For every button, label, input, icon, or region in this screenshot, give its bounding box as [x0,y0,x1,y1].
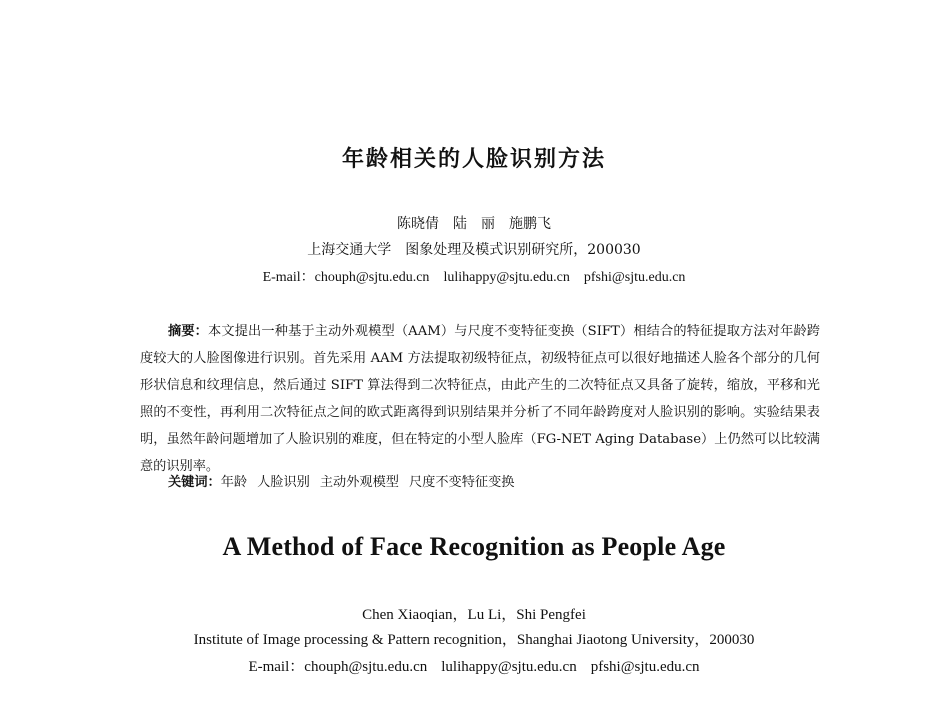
email-label: E-mail： [248,659,305,675]
english-title: A Method of Face Recognition as People Age [222,532,726,561]
keyword: 主动外观模型 [319,475,399,490]
keyword: 尺度不变特征变换 [409,475,515,490]
chinese-affiliation: 上海交通大学 图象处理及模式识别研究所，200030 [307,242,641,258]
email-address: lulihappy@sjtu.edu.cn [441,659,577,675]
keyword: 人脸识别 [257,475,310,490]
abstract-label: 摘要： [168,324,209,339]
keywords-label: 关键词： [168,475,221,490]
chinese-authors: 陈晓倩 陆 丽 施鹏飞 [397,216,551,232]
email-address: pfshi@sjtu.edu.cn [590,659,700,675]
keyword: 年龄 [220,475,248,490]
email-address: pfshi@sjtu.edu.cn [583,270,686,285]
abstract-text: 本文提出一种基于主动外观模型（AAM）与尺度不变特征变换（SIFT）相结合的特征提取方法对年龄跨度较大的人脸图像进行识别。首先采用 AAM 方法提取初级特征点，初级特征点可以很好地描述人脸各个部分的几何形状信息和纹理信息，然后通过 SIFT 算法得到二次特征点，由此产生的二次特征点又具备了旋转，缩放，平移和光照的不变性，再利用二次特征点之间的欧式距离得到识别结果并分析了不同年龄跨度对人脸识别的影响。实验结果表明，虽然年龄问题增加了人脸识别的难度，但在特定的小型人脸库（FG-NET Aging Database）上仍然可以比较满意的识别率。 [140,324,820,474]
english-email-line [0,655,948,676]
chinese-abstract [140,318,820,480]
chinese-title: 年龄相关的人脸识别方法 [341,147,606,172]
email-address: chouph@sjtu.edu.cn [314,270,430,285]
email-label: E-mail： [262,270,315,285]
english-affiliation: Institute of Image processing & Pattern recognition，Shanghai Jiaotong University，200030 [193,632,755,648]
english-authors: Chen Xiaoqian，Lu Li，Shi Pengfei [362,607,586,623]
chinese-keywords [168,471,820,490]
email-address: lulihappy@sjtu.edu.cn [443,270,570,285]
email-address: chouph@sjtu.edu.cn [304,659,428,675]
chinese-email-line [0,266,948,286]
